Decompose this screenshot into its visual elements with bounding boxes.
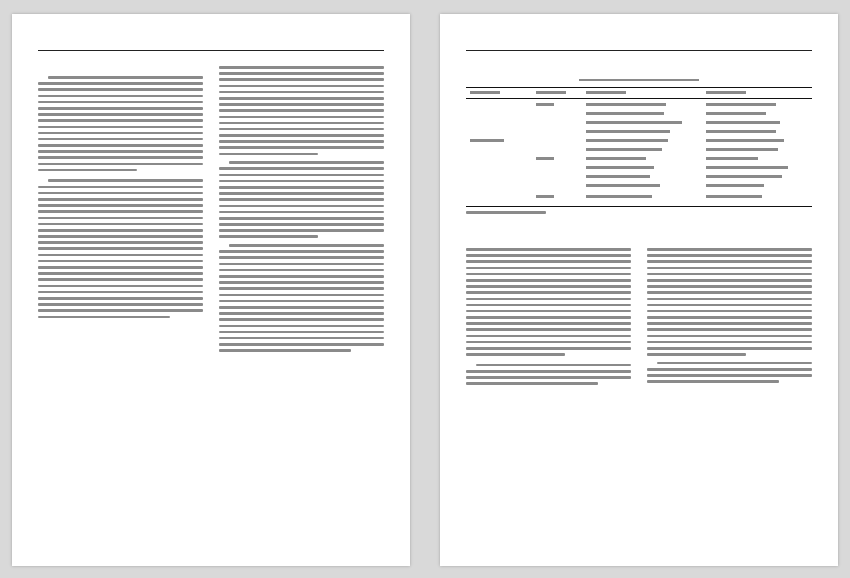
table-row <box>466 145 812 153</box>
paragraph <box>219 66 384 155</box>
left-page <box>12 14 410 566</box>
table-header-row <box>466 88 812 99</box>
table-row <box>466 163 812 171</box>
paragraph <box>647 248 812 356</box>
running-head <box>38 36 384 51</box>
paragraph <box>219 161 384 238</box>
left-column-b <box>219 66 384 356</box>
indicator-table <box>466 66 812 218</box>
right-page <box>440 14 838 566</box>
table-source-note <box>466 211 812 214</box>
running-head <box>466 36 812 51</box>
paragraph <box>466 364 631 385</box>
intro-paragraph <box>38 76 203 171</box>
table-row <box>466 100 812 108</box>
table-row <box>466 172 812 180</box>
table-row <box>466 154 812 162</box>
table-row <box>466 127 812 135</box>
paragraph <box>647 362 812 383</box>
right-column-a <box>466 248 631 389</box>
paragraph <box>219 244 384 352</box>
table-body <box>466 87 812 207</box>
paragraph <box>466 248 631 356</box>
table-row <box>466 109 812 117</box>
paragraph <box>38 179 203 318</box>
right-column-b <box>647 248 812 387</box>
table-row <box>466 192 812 200</box>
table-row <box>466 136 812 144</box>
left-column-a <box>38 66 203 322</box>
table-row <box>466 118 812 126</box>
table-row <box>466 181 812 189</box>
table-caption <box>466 66 812 76</box>
